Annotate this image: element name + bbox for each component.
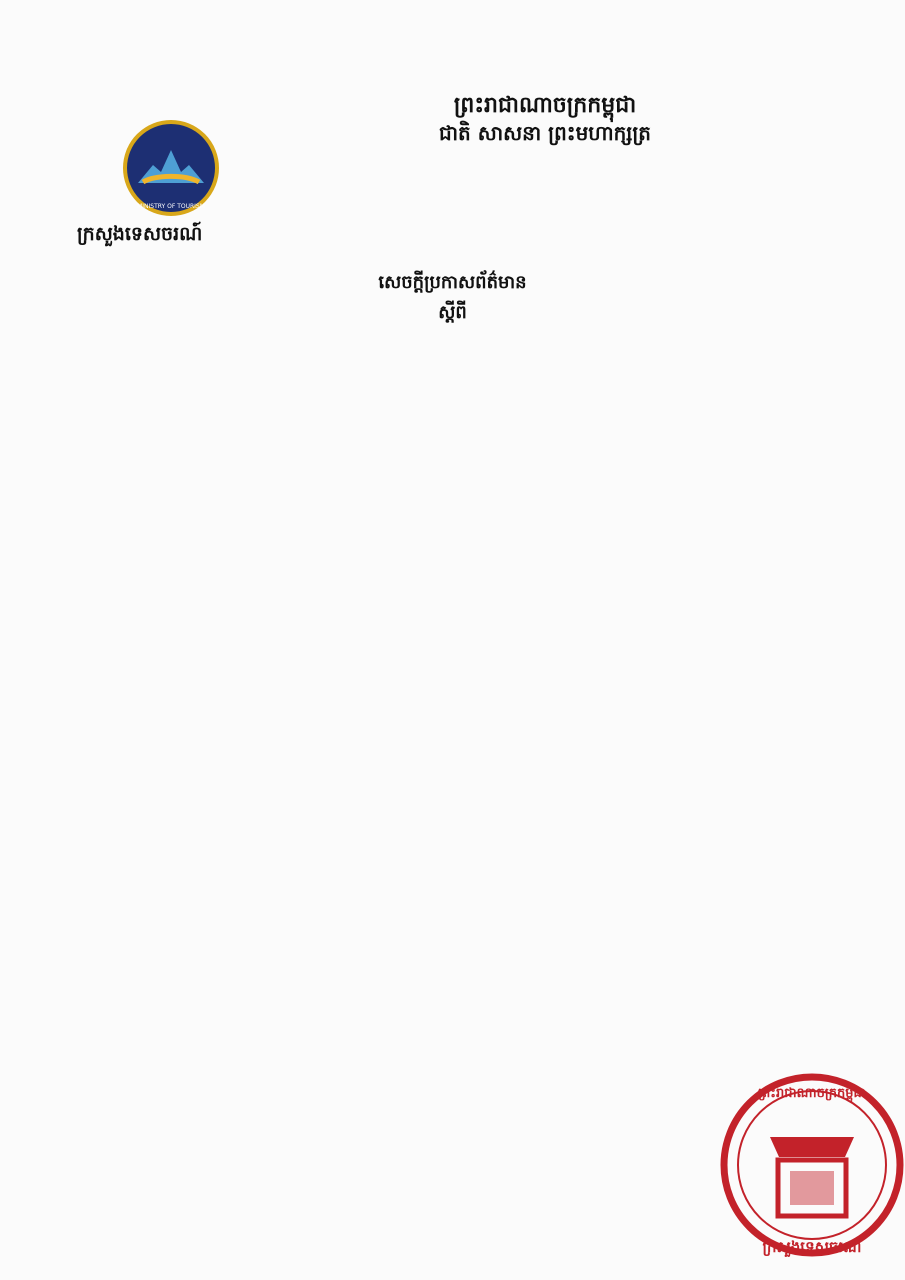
ministry-name: ក្រសួងទេសចរណ៍ [77, 223, 203, 245]
stamp-bottom-text: ក្រសួងទេសចរណ៍ [762, 1238, 862, 1256]
logo-text: MINISTRY OF TOURISM [137, 203, 205, 210]
kingdom-line-1: ព្រះរាជាណាចក្រកម្ពុជា [453, 93, 637, 118]
kingdom-line-2: ជាតិ សាសនា ព្រះមហាក្សត្រ [439, 121, 651, 145]
stamp-top-text: ព្រះរាជាណាចក្រកម្ពុជា [758, 1086, 866, 1101]
official-stamp [700, 1055, 905, 1280]
heading-line-1: សេចក្តីប្រកាសព័ត៌មាន [378, 272, 527, 293]
heading-line-2: ស្តីពី [438, 302, 467, 323]
ministry-logo [123, 120, 219, 216]
announcement-heading [0, 268, 905, 328]
